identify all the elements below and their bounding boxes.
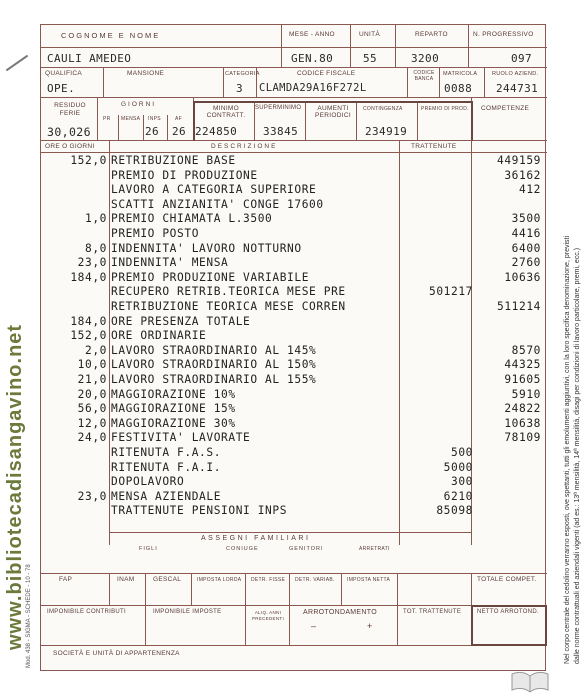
codbanca-label: CODICE BANCA — [413, 70, 435, 82]
watermark-url: www.bibliotecadisangavino.net — [4, 323, 26, 650]
cognome-label: COGNOME E NOME — [61, 31, 161, 40]
description-cell: LAVORO STRAORDINARIO AL 150% — [111, 358, 317, 372]
table-row — [41, 154, 547, 169]
earnings-cell: 10638 — [504, 416, 541, 430]
description-cell: PREMIO CHIAMATA L.3500 — [111, 212, 273, 226]
mensa-label: MENSA — [121, 116, 141, 122]
employee-number: 0088 — [444, 82, 473, 95]
qualification: OPE. — [47, 82, 76, 95]
description-cell: MAGGIORAZIONE 30% — [111, 416, 236, 430]
hours-cell: 12,0 — [77, 416, 107, 430]
description-cell: ORE PRESENZA TOTALE — [111, 314, 251, 328]
fiscal-code: CLAMDA29A16F272L — [259, 82, 367, 94]
hours-cell: 152,0 — [70, 154, 107, 167]
mansione-label: MANSIONE — [127, 70, 165, 77]
descrizione-label: DESCRIZIONE — [211, 143, 278, 150]
figli-label: FIGLI — [139, 546, 158, 552]
rule — [41, 47, 547, 48]
description-cell: MAGGIORAZIONE 10% — [111, 387, 236, 401]
rule — [167, 115, 168, 140]
progressive-number: 097 — [511, 52, 533, 65]
month-year: GEN.80 — [291, 52, 334, 65]
table-row — [41, 388, 547, 403]
table-row — [41, 402, 547, 417]
rule — [191, 573, 192, 605]
hours-cell: 8,0 — [84, 241, 107, 255]
rule — [145, 573, 146, 645]
rule — [468, 25, 469, 67]
description-cell: FESTIVITA' LAVORATE — [111, 431, 251, 445]
table-row — [41, 329, 547, 344]
detr-variab-label: DETR. VARIAB. — [295, 577, 335, 583]
earnings-cell: 5910 — [511, 387, 541, 401]
model-code: Mod. 438 - SIGMA - SCHEDE - 10 - 78 — [26, 564, 32, 668]
description-cell: DOPOLAVORO — [111, 475, 185, 489]
rule — [41, 67, 547, 68]
imposta-lorda-label: IMPOSTA LORDA — [197, 577, 242, 583]
table-row — [41, 475, 547, 490]
deduction-cell: 300 — [450, 475, 473, 489]
description-cell: MENSA AZIENDALE — [111, 489, 222, 503]
hours-cell: 1,0 — [84, 212, 107, 226]
unit: 55 — [363, 52, 378, 65]
table-row — [41, 227, 547, 242]
earnings-cell: 78109 — [504, 431, 541, 445]
earnings-cell: 3500 — [511, 212, 541, 226]
rule — [395, 25, 396, 67]
deduction-cell: 501217 — [428, 285, 473, 299]
arretrati-label: ARRETRATI — [359, 546, 390, 552]
table-row — [41, 417, 547, 432]
description-cell: INDENNITA' MENSA — [111, 256, 229, 270]
assegni-title: ASSEGNI FAMILIARI — [201, 535, 311, 542]
table-row — [41, 358, 547, 373]
rule — [97, 97, 98, 140]
earnings-cell: 8570 — [511, 343, 541, 357]
meal-days: 26 — [145, 125, 160, 138]
pr-label: PR — [103, 116, 111, 122]
gescal-label: GESCAL — [153, 576, 182, 583]
premio-label: PREMIO DI PROD. — [421, 106, 469, 112]
plus-sign: + — [367, 621, 373, 631]
side-note-line1: Nel corpo centrale del cedolino verranno esposti, ove spettanti, tutti gli emolumenti aggiuntivi, con la loro specifica denominazione, previsti — [564, 235, 571, 664]
trattenute-label: TRATTENUTE — [411, 143, 457, 150]
tot-trattenute-label: TOT. TRATTENUTE — [403, 609, 462, 615]
rule — [350, 25, 351, 67]
table-row — [41, 446, 547, 461]
description-cell: RITENUTA F.A.I. — [111, 460, 222, 474]
detr-fisse-label: DETR. FISSE — [251, 577, 286, 583]
residuo-label: RESIDUO FERIE — [54, 102, 86, 117]
hours-cell: 56,0 — [77, 402, 107, 416]
description-cell: SCATTI ANZIANITA' CONGE 17600 — [111, 197, 324, 211]
table-row — [41, 461, 547, 476]
societa-label: SOCIETÀ E UNITÀ DI APPARTENENZA — [53, 650, 180, 657]
earnings-cell: 6400 — [511, 241, 541, 255]
hours-cell: 23,0 — [77, 489, 107, 503]
hours-cell: 184,0 — [70, 270, 107, 284]
table-row — [41, 490, 547, 505]
ore-label: ORE O GIORNI — [45, 143, 95, 150]
payslip-sheet — [40, 24, 546, 671]
codfisc-label: CODICE FISCALE — [297, 70, 356, 77]
category: 3 — [236, 82, 244, 95]
netto-arrotond-label: NETTO ARROTOND. — [477, 609, 539, 615]
earnings-cell: 2760 — [511, 256, 541, 270]
contingenza-label: CONTINGENZA — [363, 106, 403, 112]
table-row — [41, 198, 547, 213]
description-cell: LAVORO STRAORDINARIO AL 155% — [111, 373, 317, 386]
imponibile-contributi-label: IMPONIBILE CONTRIBUTI — [47, 609, 126, 615]
ruolo-label: RUOLO AZIEND. — [492, 71, 539, 77]
totale-compet-label: TOTALE COMPET. — [477, 576, 537, 583]
table-row — [41, 242, 547, 257]
description-cell: TRATTENUTE PENSIONI INPS — [111, 504, 288, 518]
hours-cell: 184,0 — [70, 314, 107, 328]
progressivo-label: N. PROGRESSIVO — [473, 31, 534, 38]
table-row — [41, 504, 547, 519]
imposta-netta-label: IMPOSTA NETTA — [347, 577, 391, 583]
minimum-wage: 224850 — [195, 125, 238, 138]
description-cell: RETRIBUZIONE BASE — [111, 154, 236, 167]
description-cell: PREMIO DI PRODUZIONE — [111, 168, 258, 182]
deduction-cell: 6210 — [443, 489, 473, 503]
hours-cell: 10,0 — [77, 358, 107, 372]
matricola-label: MATRICOLA — [443, 71, 478, 77]
deduction-cell: 5000 — [443, 460, 473, 474]
aliq-label: ALIQ. ANNI PRECEDENTI — [251, 610, 284, 621]
deduction-cell: 85098 — [436, 504, 473, 518]
rule — [281, 25, 282, 67]
table-row — [41, 373, 547, 388]
rule — [118, 115, 119, 140]
earnings-cell: 412 — [518, 183, 541, 197]
pin-mark — [6, 55, 28, 72]
rule — [484, 67, 485, 97]
table-row — [41, 256, 547, 271]
unita-label: UNITÀ — [359, 31, 380, 38]
table-row — [41, 212, 547, 227]
earnings-cell: 36162 — [504, 168, 541, 182]
hours-cell: 152,0 — [70, 329, 107, 343]
rule — [109, 532, 471, 533]
earnings-cell: 4416 — [511, 227, 541, 240]
reparto-label: REPARTO — [415, 31, 448, 38]
residual-holidays: 30,026 — [47, 125, 91, 139]
aumenti-label: AUMENTI PERIODICI — [315, 105, 351, 119]
qualifica-label: QUALIFICA — [45, 70, 83, 77]
hours-cell: 21,0 — [77, 373, 107, 386]
description-cell: LAVORO STRAORDINARIO AL 145% — [111, 343, 317, 357]
table-row — [41, 300, 547, 315]
description-cell: ORE ORDINARIE — [111, 329, 207, 343]
minimo-label: MINIMO CONTRATT. — [206, 105, 246, 119]
description-cell: RECUPERO RETRIB.TEORICA MESE PRE — [111, 285, 346, 299]
table-row — [41, 169, 547, 184]
rule — [439, 67, 440, 97]
rule — [397, 573, 398, 645]
table-row — [41, 271, 547, 286]
hours-cell: 23,0 — [77, 256, 107, 270]
earnings-cell: 44325 — [504, 358, 541, 372]
earnings-cell: 24822 — [504, 402, 541, 416]
earnings-cell: 449159 — [496, 154, 541, 167]
inps-label: INPS — [148, 116, 161, 122]
description-cell: MAGGIORAZIONE 15% — [111, 402, 236, 416]
superminimum: 33845 — [263, 125, 299, 138]
description-cell: RETRIBUZIONE TEORICA MESE CORREN — [111, 300, 346, 313]
contingency: 234919 — [365, 125, 408, 138]
giorni-label: GIORNI — [121, 101, 157, 108]
description-cell: RITENUTA F.A.S. — [111, 446, 222, 459]
categoria-label: CATEGORIA — [225, 71, 260, 77]
side-note-line2: dalle norme contrattuali ed aziendali vigenti (ad es.: 13ª mensilità, 14ª mensilità, disagi per condizioni di lavoro particolare, premi, ecc.) — [574, 247, 581, 664]
hours-cell: 24,0 — [77, 431, 107, 445]
table-row — [41, 315, 547, 330]
rule — [289, 573, 290, 645]
earnings-cell: 10636 — [504, 270, 541, 284]
description-cell: PREMIO POSTO — [111, 227, 200, 240]
table-row — [41, 431, 547, 446]
rule — [103, 67, 104, 97]
coniuge-label: CONIUGE — [226, 546, 259, 552]
rule — [109, 573, 110, 605]
rule — [407, 67, 408, 97]
deduction-cell: 500 — [450, 446, 473, 459]
earnings-cell: 511214 — [496, 300, 541, 313]
description-cell: PREMIO PRODUZIONE VARIABILE — [111, 270, 310, 284]
earnings-cell: 91605 — [504, 373, 541, 386]
mese-label: MESE - ANNO — [289, 31, 335, 38]
description-cell: LAVORO A CATEGORIA SUPERIORE — [111, 183, 317, 197]
book-logo-icon — [510, 668, 550, 694]
af-label: AF — [175, 116, 182, 122]
description-cell: INDENNITA' LAVORO NOTTURNO — [111, 241, 302, 255]
table-row — [41, 344, 547, 359]
company-role: 244731 — [496, 82, 539, 95]
rule — [223, 67, 224, 97]
competenze-label: COMPETENZE — [481, 105, 530, 112]
table-row — [41, 183, 547, 198]
imponibile-imposte-label: IMPONIBILE IMPOSTE — [153, 609, 222, 615]
inam-label: INAM — [117, 576, 135, 583]
department: 3200 — [411, 52, 440, 65]
superminimo-label: SUPERMINIMO — [255, 105, 302, 111]
employee-name: CAULI AMEDEO — [47, 52, 132, 65]
genitori-label: GENITORI — [289, 546, 324, 552]
rule — [143, 115, 144, 140]
arrotondamento-label: ARROTONDAMENTO — [303, 609, 377, 616]
minus-sign: – — [311, 621, 317, 631]
table-row — [41, 285, 547, 300]
rule — [245, 573, 246, 645]
hours-cell: 20,0 — [77, 387, 107, 401]
fap-label: FAP — [59, 576, 73, 583]
hours-cell: 2,0 — [84, 343, 107, 357]
rule — [341, 573, 342, 605]
af-days: 26 — [172, 125, 187, 138]
